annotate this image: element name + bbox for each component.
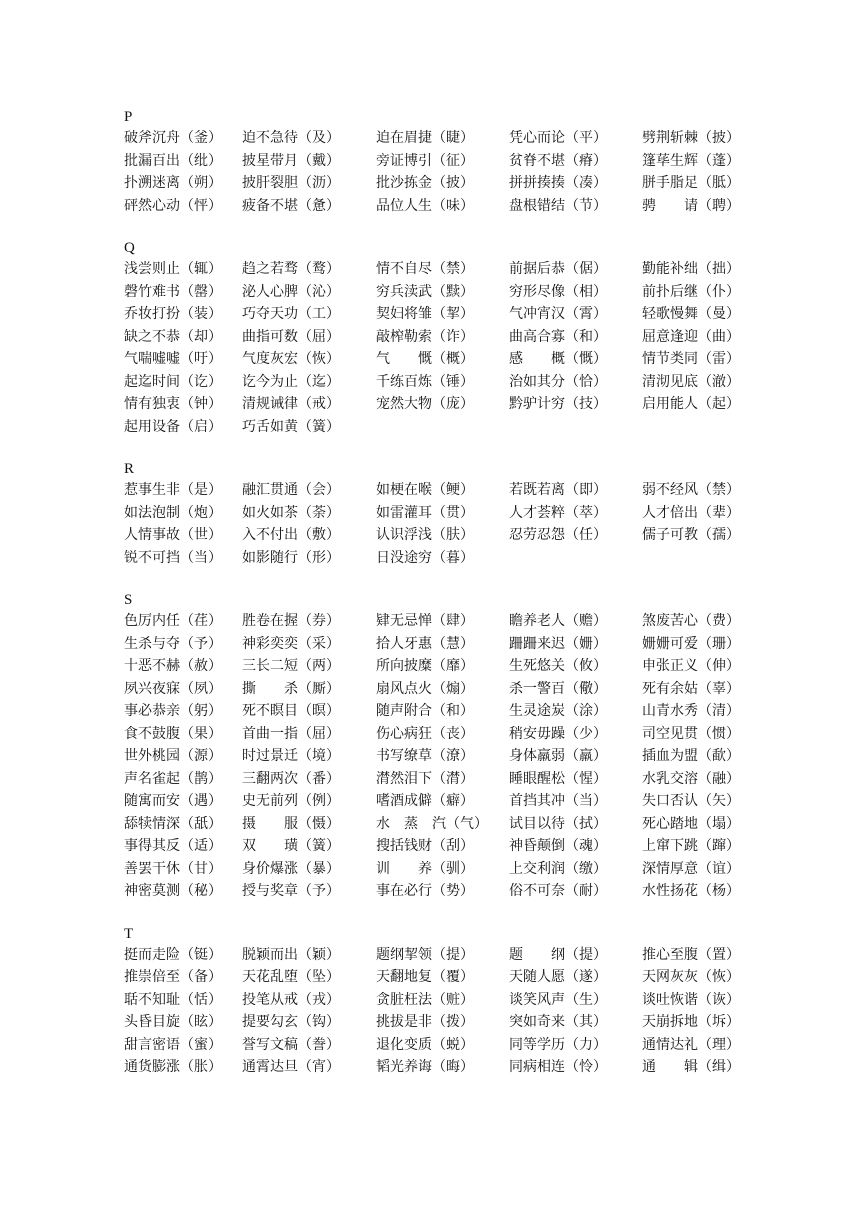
idiom-entry: 贫脊不堪（瘠） <box>509 152 607 169</box>
idiom-row <box>124 1034 754 1057</box>
idiom-row <box>124 172 754 195</box>
idiom-entry: 批沙拣金（披） <box>376 175 474 191</box>
idiom-row <box>124 416 754 439</box>
idiom-entry: 上交利润（缴） <box>509 860 607 877</box>
idiom-entry: 搜括钱财（刮） <box>376 838 474 854</box>
idiom-entry: 缺之不恭（却） <box>124 328 222 345</box>
idiom-entry: 批漏百出（纰） <box>124 152 222 169</box>
idiom-entry: 失口否认（矢） <box>642 793 740 809</box>
idiom-entry: 山青水秀（清） <box>642 703 740 719</box>
idiom-entry: 拼拼揍揍（凑） <box>509 175 607 191</box>
idiom-entry: 书写缭草（潦） <box>376 748 474 764</box>
idiom-entry: 忍劳忍怨（任） <box>509 527 607 543</box>
idiom-entry: 如火如茶（荼） <box>242 504 340 521</box>
idiom-row <box>124 348 754 371</box>
idiom-entry: 伤心病狂（丧） <box>376 725 474 742</box>
idiom-entry: 泌人心脾（沁） <box>242 283 340 300</box>
idiom-entry: 天网灰灰（恢） <box>642 969 740 985</box>
idiom-row <box>124 678 754 701</box>
idiom-entry: 锐不可挡（当） <box>124 549 222 566</box>
idiom-row <box>124 880 754 903</box>
idiom-entry: 杀一警百（儆） <box>509 680 607 697</box>
idiom-entry: 曲指可数（屈） <box>242 328 340 345</box>
idiom-entry: 随寓而安（遇） <box>124 793 222 809</box>
section-r <box>124 459 754 569</box>
idiom-entry: 天随人愿（遂） <box>509 969 607 985</box>
idiom-entry: 舔犊情深（舐） <box>124 815 222 832</box>
idiom-entry: 迫不急待（及） <box>242 130 340 146</box>
idiom-entry: 神昏颠倒（魂） <box>509 838 607 854</box>
idiom-entry: 拾人牙惠（慧） <box>376 635 474 652</box>
idiom-entry: 巧夺天功（工） <box>242 306 340 322</box>
idiom-entry: 如梗在喉（鲠） <box>376 482 474 498</box>
idiom-entry: 前据后恭（倨） <box>509 261 607 277</box>
idiom-entry: 生灵途炭（涂） <box>509 703 607 719</box>
idiom-entry: 稍安毋躁（少） <box>509 725 607 742</box>
idiom-entry: 惹事生非（是） <box>124 482 222 498</box>
idiom-entry: 投笔从戒（戎） <box>242 991 340 1008</box>
idiom-row <box>124 944 754 967</box>
idiom-entry: 聒不知耻（恬） <box>124 991 222 1008</box>
idiom-entry: 融汇贯通（会） <box>242 482 340 498</box>
idiom-entry: 乔妆打扮（装） <box>124 306 222 322</box>
idiom-row <box>124 524 754 547</box>
idiom-entry: 天花乱堕（坠） <box>242 969 340 985</box>
idiom-entry: 穷兵渎武（黩） <box>376 283 474 300</box>
idiom-entry: 入不付出（敷） <box>242 527 340 543</box>
idiom-row <box>124 195 754 218</box>
idiom-entry: 贪脏枉法（赃） <box>376 991 474 1008</box>
idiom-entry: 品位人生（味） <box>376 197 474 214</box>
idiom-entry: 巧舌如黄（簧） <box>242 418 340 435</box>
idiom-entry: 事必恭亲（躬） <box>124 703 222 719</box>
idiom-entry: 煞废苦心（费） <box>642 613 740 629</box>
idiom-entry: 生死悠关（攸） <box>509 658 607 674</box>
idiom-entry: 骋 请（聘） <box>642 197 740 214</box>
idiom-entry: 试目以待（拭） <box>509 815 607 832</box>
idiom-entry: 气冲宵汉（霄） <box>509 306 607 322</box>
idiom-entry: 脱颖而出（颖） <box>242 946 340 963</box>
idiom-entry: 情有独衷（钟） <box>124 396 222 412</box>
idiom-entry: 三翻两次（番） <box>242 770 340 787</box>
idiom-entry: 人才倍出（辈） <box>642 504 740 521</box>
idiom-entry: 头昏目旋（眩） <box>124 1014 222 1030</box>
idiom-entry: 世外桃园（源） <box>124 748 222 764</box>
idiom-entry: 砰然心动（怦） <box>124 197 222 214</box>
idiom-entry: 篷荜生辉（蓬） <box>642 152 740 169</box>
idiom-entry: 通情达礼（理） <box>642 1036 740 1053</box>
idiom-entry: 人才荟粹（萃） <box>509 504 607 521</box>
idiom-entry: 训 养（驯） <box>376 860 474 877</box>
idiom-row <box>124 547 754 570</box>
idiom-entry: 通霄达旦（宵） <box>242 1059 340 1075</box>
idiom-entry: 人情事故（世） <box>124 527 222 543</box>
idiom-entry: 申张正义（伸） <box>642 658 740 674</box>
idiom-row <box>124 150 754 173</box>
idiom-entry: 浅尝则止（辄） <box>124 261 222 277</box>
idiom-entry: 身体羸弱（羸） <box>509 748 607 764</box>
idiom-entry: 随声附合（和） <box>376 703 474 719</box>
idiom-entry: 磬竹难书（罄） <box>124 283 222 300</box>
idiom-entry: 同等学历（力） <box>509 1036 607 1053</box>
idiom-row <box>124 393 754 416</box>
idiom-entry: 通货膨涨（胀） <box>124 1059 222 1075</box>
idiom-entry: 三长二短（两） <box>242 658 340 674</box>
idiom-entry: 天崩拆地（坼） <box>642 1014 740 1030</box>
idiom-row <box>124 1056 754 1079</box>
idiom-entry: 嗜酒成僻（癖） <box>376 793 474 809</box>
idiom-entry: 俗不可奈（耐） <box>509 883 607 899</box>
idiom-row <box>124 633 754 656</box>
idiom-entry: 同病相连（怜） <box>509 1059 607 1075</box>
idiom-entry: 撕 杀（厮） <box>242 680 340 697</box>
idiom-entry: 启用能人（起） <box>642 396 740 412</box>
idiom-entry: 穷形尽像（相） <box>509 283 607 300</box>
idiom-entry: 甜言密语（蜜） <box>124 1036 222 1053</box>
idiom-entry: 契妇将雏（挈） <box>376 306 474 322</box>
idiom-entry: 善罢干休（甘） <box>124 860 222 877</box>
idiom-entry: 胜卷在握（券） <box>242 613 340 629</box>
idiom-entry: 旁证博引（征） <box>376 152 474 169</box>
idiom-entry: 史无前列（例） <box>242 793 340 809</box>
idiom-row <box>124 326 754 349</box>
idiom-entry: 生杀与夺（予） <box>124 635 222 652</box>
idiom-entry: 治如其分（恰） <box>509 373 607 390</box>
idiom-entry: 死有余姑（辜） <box>642 680 740 697</box>
idiom-entry: 身价爆涨（暴） <box>242 860 340 877</box>
idiom-row <box>124 723 754 746</box>
idiom-entry: 时过景迁（境） <box>242 748 340 764</box>
document-page <box>124 107 754 1100</box>
idiom-entry: 扑溯迷离（朔） <box>124 175 222 191</box>
idiom-row <box>124 281 754 304</box>
section-letter: Q <box>124 240 135 256</box>
idiom-entry: 誉写文稿（誊） <box>242 1036 340 1053</box>
section-p <box>124 107 754 217</box>
idiom-entry: 天翻地复（覆） <box>376 969 474 985</box>
idiom-row <box>124 813 754 836</box>
idiom-entry: 所向披糜（靡） <box>376 658 474 674</box>
idiom-entry: 弱不经风（禁） <box>642 482 740 498</box>
idiom-entry: 千练百炼（锤） <box>376 373 474 390</box>
idiom-entry: 若既若离（即） <box>509 482 607 498</box>
idiom-entry: 破斧沉舟（釜） <box>124 130 222 146</box>
idiom-entry: 凭心而论（平） <box>509 130 607 146</box>
idiom-entry: 前扑后继（仆） <box>642 283 740 300</box>
idiom-entry: 首曲一指（屈） <box>242 725 340 742</box>
idiom-entry: 起用设备（启） <box>124 418 222 435</box>
idiom-entry: 宠然大物（庞） <box>376 396 474 412</box>
idiom-entry: 气喘嘘嘘（吁） <box>124 351 222 367</box>
idiom-entry: 姗姗可爱（珊） <box>642 635 740 652</box>
idiom-entry: 疲备不堪（惫） <box>242 197 340 214</box>
idiom-entry: 黔驴计穷（技） <box>509 396 607 412</box>
idiom-entry: 推崇倍至（备） <box>124 969 222 985</box>
idiom-entry: 推心至腹（置） <box>642 946 740 963</box>
idiom-row <box>124 610 754 633</box>
idiom-entry: 如法泡制（炮） <box>124 504 222 521</box>
idiom-row <box>124 966 754 989</box>
idiom-row <box>124 479 754 502</box>
idiom-row <box>124 127 754 150</box>
idiom-row <box>124 745 754 768</box>
idiom-entry: 声名雀起（鹊） <box>124 770 222 787</box>
idiom-entry: 敲榨勒索（诈） <box>376 328 474 345</box>
idiom-row <box>124 655 754 678</box>
idiom-entry: 起迄时间（讫） <box>124 373 222 390</box>
idiom-entry: 色厉内任（荏） <box>124 613 222 629</box>
idiom-entry: 清沏见底（澈） <box>642 373 740 390</box>
section-letter: R <box>124 461 135 477</box>
idiom-entry: 十恶不赫（赦） <box>124 658 222 674</box>
section-letter: T <box>124 925 134 942</box>
idiom-entry: 死不瞑目（暝） <box>242 703 340 719</box>
idiom-entry: 谈吐恢谐（诙） <box>642 991 740 1008</box>
idiom-row <box>124 1011 754 1034</box>
idiom-entry: 肄无忌惮（肆） <box>376 613 474 629</box>
idiom-entry: 韬光养诲（晦） <box>376 1059 474 1075</box>
idiom-entry: 通 辑（缉） <box>642 1059 740 1075</box>
idiom-entry: 水性扬花（杨） <box>642 883 740 899</box>
idiom-entry: 气 慨（概） <box>376 351 474 367</box>
idiom-entry: 情不自尽（禁） <box>376 261 474 277</box>
idiom-entry: 情节类同（雷） <box>642 351 740 367</box>
idiom-entry: 如影随行（形） <box>242 549 340 566</box>
idiom-row <box>124 835 754 858</box>
idiom-entry: 退化变质（蜕） <box>376 1036 474 1053</box>
idiom-entry: 双 璜（簧） <box>242 838 340 854</box>
idiom-entry: 挑拔是非（拨） <box>376 1014 474 1030</box>
idiom-entry: 睡眼醒松（惺） <box>509 770 607 787</box>
idiom-entry: 突如奇来（其） <box>509 1014 607 1030</box>
idiom-entry: 盘根错结（节） <box>509 197 607 214</box>
idiom-entry: 神彩奕奕（采） <box>242 635 340 652</box>
idiom-entry: 勤能补绌（拙） <box>642 261 740 277</box>
idiom-row <box>124 303 754 326</box>
idiom-row <box>124 790 754 813</box>
idiom-row <box>124 700 754 723</box>
idiom-entry: 曲高合寡（和） <box>509 328 607 345</box>
idiom-row <box>124 768 754 791</box>
idiom-entry: 轻歌慢舞（曼） <box>642 306 740 322</box>
idiom-entry: 插血为盟（歃） <box>642 748 740 764</box>
idiom-entry: 题 纲（提） <box>509 946 607 963</box>
idiom-entry: 夙兴夜寐（夙） <box>124 680 222 697</box>
idiom-entry: 感 概（慨） <box>509 351 607 367</box>
idiom-entry: 神密莫测（秘） <box>124 883 222 899</box>
idiom-entry: 讫今为止（迄） <box>242 373 340 390</box>
idiom-entry: 日没途穷（暮） <box>376 549 474 566</box>
section-t <box>124 924 754 1079</box>
idiom-entry: 水乳交溶（融） <box>642 770 740 787</box>
section-letter: S <box>124 592 133 608</box>
idiom-row <box>124 258 754 281</box>
idiom-row <box>124 502 754 525</box>
idiom-entry: 扇风点火（煽） <box>376 680 474 697</box>
idiom-row <box>124 858 754 881</box>
idiom-entry: 瞻养老人（赡） <box>509 613 607 629</box>
idiom-entry: 水 蒸 汽（气） <box>376 815 488 832</box>
idiom-row <box>124 371 754 394</box>
idiom-entry: 潸然泪下（潸） <box>376 770 474 787</box>
idiom-entry: 趋之若骛（鹜） <box>242 261 340 277</box>
idiom-entry: 事得其反（适） <box>124 838 222 854</box>
idiom-entry: 事在必行（势） <box>376 883 474 899</box>
idiom-entry: 清规诫律（戒） <box>242 396 340 412</box>
section-q <box>124 238 754 438</box>
idiom-entry: 题纲挈领（提） <box>376 946 474 963</box>
idiom-entry: 迫在眉捷（睫） <box>376 130 474 146</box>
idiom-entry: 跚跚来迟（姗） <box>509 635 607 652</box>
idiom-entry: 披星带月（戴） <box>242 152 340 169</box>
idiom-entry: 食不鼓腹（果） <box>124 725 222 742</box>
idiom-entry: 死心踏地（塌） <box>642 815 740 832</box>
idiom-row <box>124 989 754 1012</box>
idiom-entry: 谈笑风声（生） <box>509 991 607 1008</box>
idiom-entry: 司空见贯（惯） <box>642 725 740 742</box>
idiom-entry: 劈荆斩棘（披） <box>642 130 740 146</box>
idiom-entry: 深情厚意（谊） <box>642 860 740 877</box>
idiom-entry: 认识浮浅（肤） <box>376 527 474 543</box>
idiom-entry: 首挡其冲（当） <box>509 793 607 809</box>
idiom-entry: 提要勾玄（钩） <box>242 1014 340 1030</box>
idiom-entry: 披肝裂胆（沥） <box>242 175 340 191</box>
idiom-entry: 胼手脂足（胝） <box>642 175 740 191</box>
idiom-entry: 如雷灌耳（贯） <box>376 504 474 521</box>
idiom-entry: 屈意逢迎（曲） <box>642 328 740 345</box>
idiom-entry: 摄 服（慑） <box>242 815 340 832</box>
section-letter: P <box>124 109 133 125</box>
section-s <box>124 590 754 903</box>
idiom-entry: 儒子可教（孺） <box>642 527 740 543</box>
idiom-entry: 授与奖章（予） <box>242 883 340 899</box>
idiom-entry: 挺而走险（铤） <box>124 946 222 963</box>
idiom-entry: 上窜下跳（蹿） <box>642 838 740 854</box>
idiom-entry: 气度灰宏（恢） <box>242 351 340 367</box>
